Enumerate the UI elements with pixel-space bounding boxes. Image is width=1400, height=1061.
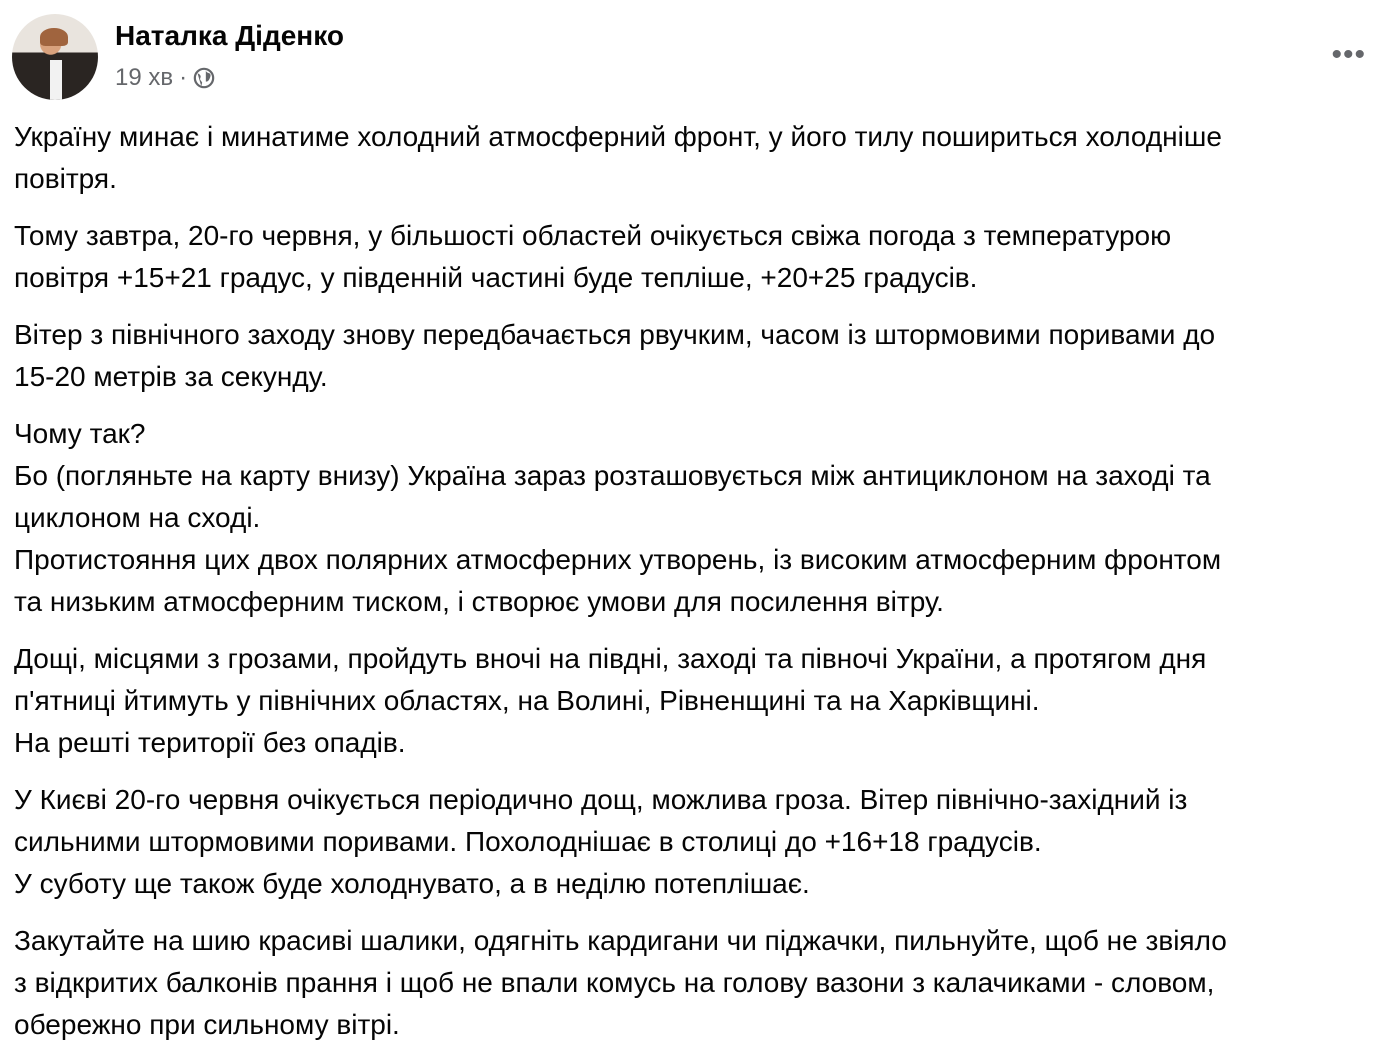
post-paragraph <box>14 314 1227 398</box>
post-header <box>12 14 1388 104</box>
text-line: Закутайте на шию красиві шалики, одягніть кардигани чи піджачки, пильнуйте, щоб не звіяло <box>14 925 1227 956</box>
text-line: Протистояння цих двох полярних атмосферних утворень, із високим атмосферним фронтом <box>14 544 1222 575</box>
author-name[interactable]: Наталка Діденко <box>115 20 344 51</box>
text-line: обережно при сильному вітрі. <box>14 1009 400 1040</box>
text-line: з відкритих балконів прання і щоб не впали комусь на голову вазони з калачиками - словом, <box>14 967 1215 998</box>
post-meta <box>115 64 215 92</box>
text-line: сильними штормовими поривами. Похолоднішає в столиці до +16+18 градусів. <box>14 826 1042 857</box>
text-line: Бо (погляньте на карту внизу) Україна зараз розташовується між антициклоном на заході та <box>14 460 1211 491</box>
post-paragraph <box>14 920 1227 1046</box>
author-avatar[interactable] <box>12 14 98 100</box>
more-options-button[interactable]: ••• <box>1331 38 1366 71</box>
text-line: Вітер з північного заходу знову передбачається рвучким, часом із штормовими поривами до <box>14 319 1216 350</box>
text-line: 15-20 метрів за секунду. <box>14 361 328 392</box>
text-line: та низьким атмосферним тиском, і створює умови для посилення вітру. <box>14 586 944 617</box>
post-paragraph <box>14 413 1227 623</box>
post-paragraph <box>14 779 1227 905</box>
text-line: повітря. <box>14 163 117 194</box>
meta-separator: · <box>179 64 188 91</box>
post-text <box>14 116 1227 1061</box>
post-paragraph <box>14 215 1227 299</box>
text-line: У суботу ще також буде холоднувато, а в неділю потеплішає. <box>14 868 810 899</box>
post-timestamp[interactable]: 19 хв <box>115 64 174 91</box>
text-line: У Києві 20-го червня очікується періодично дощ, можлива гроза. Вітер північно-західний із <box>14 784 1188 815</box>
text-line: Чому так? <box>14 418 146 449</box>
globe-icon[interactable] <box>193 67 215 89</box>
text-line: п'ятниці йтимуть у північних областях, на Волині, Рівненщині та на Харківщині. <box>14 685 1040 716</box>
text-line: повітря +15+21 градус, у південній частині буде тепліше, +20+25 градусів. <box>14 262 978 293</box>
text-line: Дощі, місцями з грозами, пройдуть вночі на півдні, заході та півночі України, а протягом дня <box>14 643 1207 674</box>
text-line: Україну минає і минатиме холодний атмосферний фронт, у його тилу пошириться холодніше <box>14 121 1222 152</box>
post-paragraph <box>14 638 1227 764</box>
text-line: На решті території без опадів. <box>14 727 406 758</box>
text-line: Тому завтра, 20-го червня, у більшості областей очікується свіжа погода з температурою <box>14 220 1172 251</box>
text-line: циклоном на сході. <box>14 502 261 533</box>
post-paragraph <box>14 116 1227 200</box>
